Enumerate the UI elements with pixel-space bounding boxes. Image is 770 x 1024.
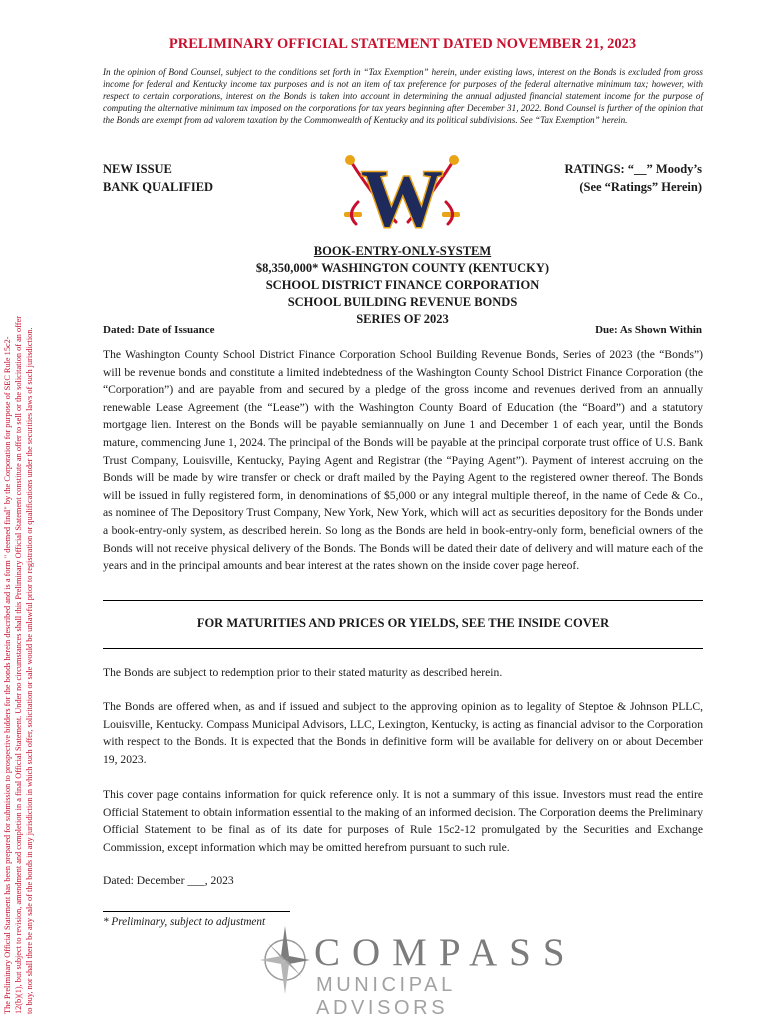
tax-opinion-paragraph: In the opinion of Bond Counsel, subject to the conditions set forth in “Tax Exemption” herein, under existing laws, interest on the Bonds is excluded from gross income for federal and Kentucky income tax purposes and is not an item of tax preference for purposes of the federal alternative minimum tax; however, with respect to certain corporations, interest on the Bonds is taken into account in determining the annual adjusted financial statement income for the purpose of computing the alternative minimum tax imposed on the corporations for tax years beginning after December 31, 2022. Bond Counsel is further of the opinion that the Bonds are exempt from ad valorem taxation by the Commonwealth of Kentucky and its political subdivisions. See “Tax Exemption” herein.	[103, 67, 703, 125]
footnote-divider	[103, 911, 290, 912]
ratings-block	[564, 160, 702, 196]
issue-type	[103, 160, 213, 196]
ratings-label: RATINGS: “__” Moody’s	[564, 162, 702, 176]
disclaimer-line-1: The Preliminary Official Statement has been prepared for submission to prospective bidders for the bonds herein described and is a form " deemed final" by the Corporation for purpose of SEC Rule 15c2-	[3, 336, 12, 1014]
dated-line: Dated: December ___, 2023	[103, 874, 234, 887]
issuer-heading: SCHOOL DISTRICT FINANCE CORPORATION	[265, 278, 540, 292]
offering-paragraph: The Bonds are offered when, as and if issued and subject to the approving opinion as to legality of Steptoe & Johnson PLLC, Louisville, Kentucky. Compass Municipal Advisors, LLC, Lexington, Kentucky, is acting as financial advisor to the Corporation with respect to the Bonds. It is expected that the Bonds in definitive form will be available for delivery on or about December 19, 2023.	[103, 700, 703, 766]
cover-note-paragraph: This cover page contains information for quick reference only. It is not a summary of this issue. Investors must read the entire Official Statement to obtain information essential to the making of an informed decision. The Corporation deems the Preliminary Official Statement to be final as of its date for purposes of Rule 15c2-12 promulgated by the Securities and Exchange Commission, except information which may be omitted herefrom pursuant to such rule.	[103, 788, 703, 854]
disclaimer-line-2: 12(b)(1), but subject to revision, amendment and completion in a final Official Statement. Under no circumstances shall this Preliminary Official Statement constitute an offer to sell or the solicitation of an offer	[14, 316, 23, 1014]
footnote: * Preliminary, subject to adjustment	[103, 916, 266, 928]
district-logo	[336, 152, 468, 234]
divider-top	[103, 600, 703, 601]
bond-type-heading: SCHOOL BUILDING REVENUE BONDS	[287, 295, 518, 309]
issue-amount-heading: $8,350,000* WASHINGTON COUNTY (KENTUCKY)	[255, 261, 550, 275]
ratings-note: (See “Ratings” Herein)	[579, 180, 702, 194]
dated-label: Dated: Date of Issuance	[103, 324, 215, 336]
logo-letter: W	[361, 153, 443, 234]
disclaimer-line-3: to buy, nor shall there be any sale of the bonds in any jurisdiction in which such offer, solicitation or sale would be unlawful prior to registration or qualifications under the securities laws of such jurisdiction.	[25, 327, 34, 1014]
series-heading: SERIES OF 2023	[356, 312, 449, 326]
bank-qualified-label: BANK QUALIFIED	[103, 180, 214, 194]
compass-wordmark: COMPASS	[314, 931, 577, 974]
bond-heading	[100, 243, 705, 328]
maturities-notice: FOR MATURITIES AND PRICES OR YIELDS, SEE THE INSIDE COVER	[196, 616, 610, 630]
compass-logo	[258, 918, 577, 1019]
bond-description-paragraph: The Washington County School District Finance Corporation School Building Revenue Bonds, Series of 2023 (the “Bonds”) will be revenue bonds and constitute a limited indebtedness of the Washington County School District Finance Corporation (the “Corporation”) and are payable from and secured by a pledge of the gross income and revenues derived from an annually renewable Lease Agreement (the “Lease”) with the Washington County Board of Education (the “Board”) and a statutory mortgage lien. Interest on the Bonds will be payable semiannually on June 1 and December 1 of each year, until the Bonds mature, commencing June 1, 2024. The principal of the Bonds will be payable at the principal corporate trust office of U.S. Bank Trust Company, Louisville, Kentucky, Paying Agent and Registrar (the “Paying Agent”). Payment of interest accruing on the Bonds will be made by wire transfer or check or draft mailed by the Paying Agent to the registered owner thereof. The Bonds will be issued in fully registered form, in denominations of $5,000 or any integral multiple thereof, in the name of Cede & Co., as nominee of The Depository Trust Company, New York, New York, which will act as securities depository for the Bonds under a book-entry-only system, as described herein. So long as the Bonds are held in book-entry-only form, beneficial owners of the Bonds will not receive physical delivery of the Bonds. The Bonds will be dated their date of delivery and will mature each of the years and in the principal amounts and bear interest at the rates shown on the inside cover page hereof.	[103, 348, 703, 573]
new-issue-label: NEW ISSUE	[103, 162, 172, 176]
compass-subtitle: MUNICIPAL ADVISORS	[316, 974, 456, 1019]
book-entry-heading: BOOK-ENTRY-ONLY-SYSTEM	[313, 244, 492, 258]
due-label: Due: As Shown Within	[595, 324, 702, 336]
redemption-paragraph: The Bonds are subject to redemption prior to their stated maturity as described herein.	[103, 666, 503, 679]
sidebar-disclaimer	[0, 0, 78, 1024]
compass-rose-icon	[258, 920, 312, 1010]
divider-bottom	[103, 648, 703, 649]
page-title: PRELIMINARY OFFICIAL STATEMENT DATED NOVEMBER 21, 2023	[168, 36, 637, 52]
